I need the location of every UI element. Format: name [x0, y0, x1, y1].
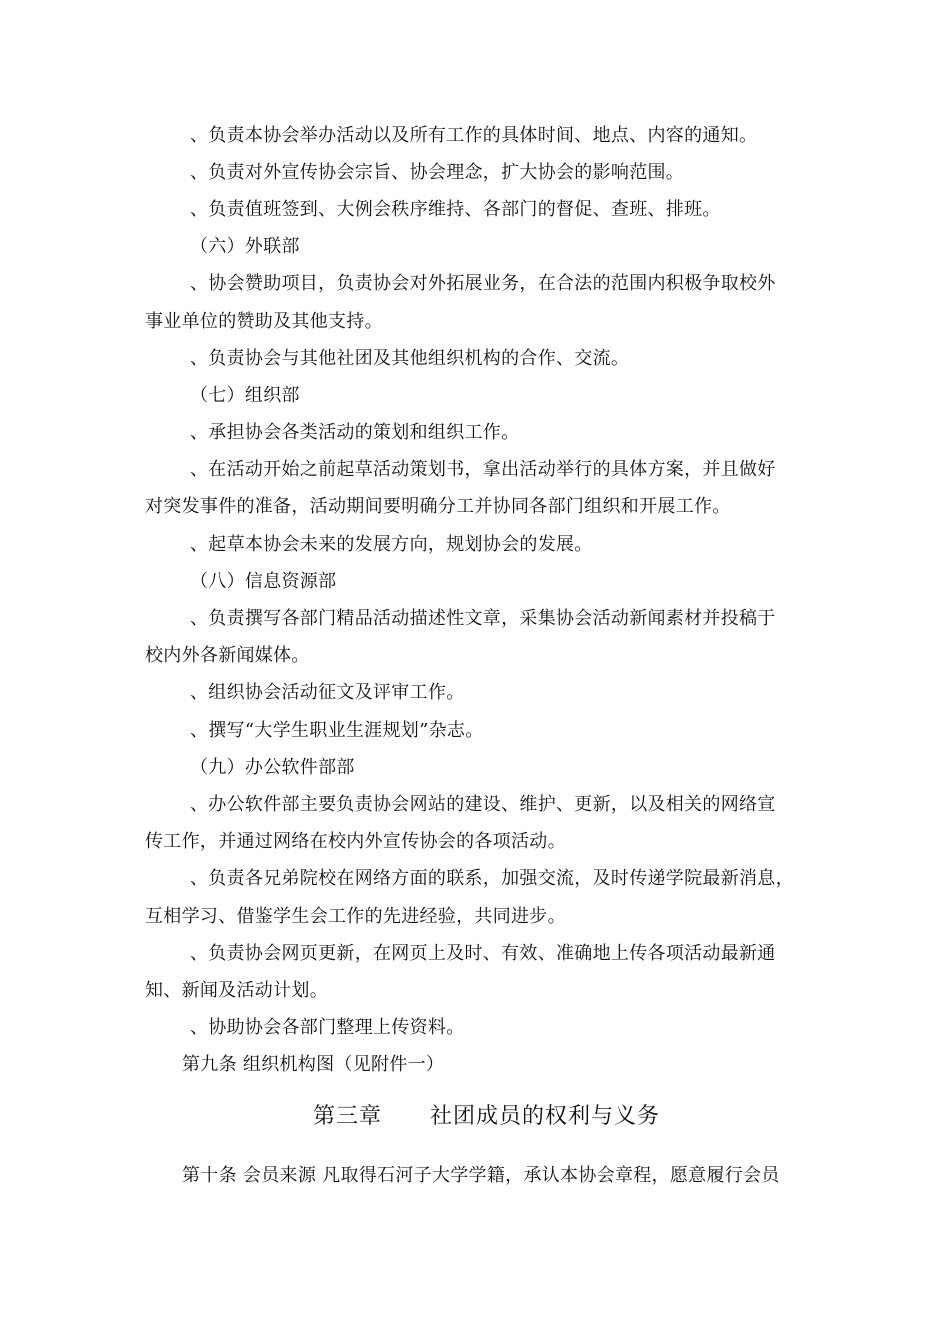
text-line: 、撰写“大学生职业生涯规划”杂志。 [190, 720, 484, 741]
text-line: 事业单位的赞助及其他支持。 [145, 311, 383, 332]
chapter-title: 第三章 社团成员的权利与义务 [313, 1104, 660, 1129]
text-line: 、负责值班签到、大例会秩序维持、各部门的督促、查班、排班。 [190, 199, 721, 220]
text-line: 、办公软件部主要负责协会网站的建设、维护、更新，以及相关的网络宣 [190, 794, 776, 815]
text-line: 校内外各新闻媒体。 [145, 645, 310, 666]
text-line: 、负责协会网页更新，在网页上及时、有效、准确地上传各项活动最新通 [190, 943, 776, 964]
article-line: 第九条 组织机构图（见附件一） [182, 1054, 445, 1075]
section-heading: （八）信息资源部 [190, 571, 337, 592]
text-line: 、负责协会与其他社团及其他组织机构的合作、交流。 [190, 348, 630, 369]
text-line: 、起草本协会未来的发展方向，规划协会的发展。 [190, 534, 593, 555]
text-line: 、负责对外宣传协会宗旨、协会理念，扩大协会的影响范围。 [190, 162, 685, 183]
text-line: 、在活动开始之前起草活动策划书，拿出活动举行的具体方案，并且做好 [190, 459, 776, 480]
section-heading: （六）外联部 [190, 236, 300, 257]
text-line: 、组织协会活动征文及评审工作。 [190, 682, 465, 703]
text-line: 互相学习、借鉴学生会工作的先进经验，共同进步。 [145, 906, 566, 927]
text-line: 、负责本协会举办活动以及所有工作的具体时间、地点、内容的通知。 [190, 125, 758, 146]
section-heading: （九）办公软件部部 [190, 757, 355, 778]
article-line: 第十条 会员来源 凡取得石河子大学学籍，承认本协会章程，愿意履行会员 [182, 1165, 780, 1186]
text-line: 、协助协会各部门整理上传资料。 [190, 1017, 465, 1038]
text-line: 传工作，并通过网络在校内外宣传协会的各项活动。 [145, 831, 566, 852]
text-line: 、承担协会各类活动的策划和组织工作。 [190, 422, 520, 443]
section-heading: （七）组织部 [190, 385, 300, 406]
text-line: 、负责各兄弟院校在网络方面的联系，加强交流，及时传递学院最新消息， [190, 868, 794, 889]
text-line: 、协会赞助项目，负责协会对外拓展业务，在合法的范围内积极争取校外 [190, 273, 776, 294]
text-line: 、负责撰写各部门精品活动描述性文章，采集协会活动新闻素材并投稿于 [190, 608, 776, 629]
text-line: 知、新闻及活动计划。 [145, 980, 328, 1001]
text-line: 对突发事件的准备，活动期间要明确分工并协同各部门组织和开展工作。 [145, 496, 731, 517]
